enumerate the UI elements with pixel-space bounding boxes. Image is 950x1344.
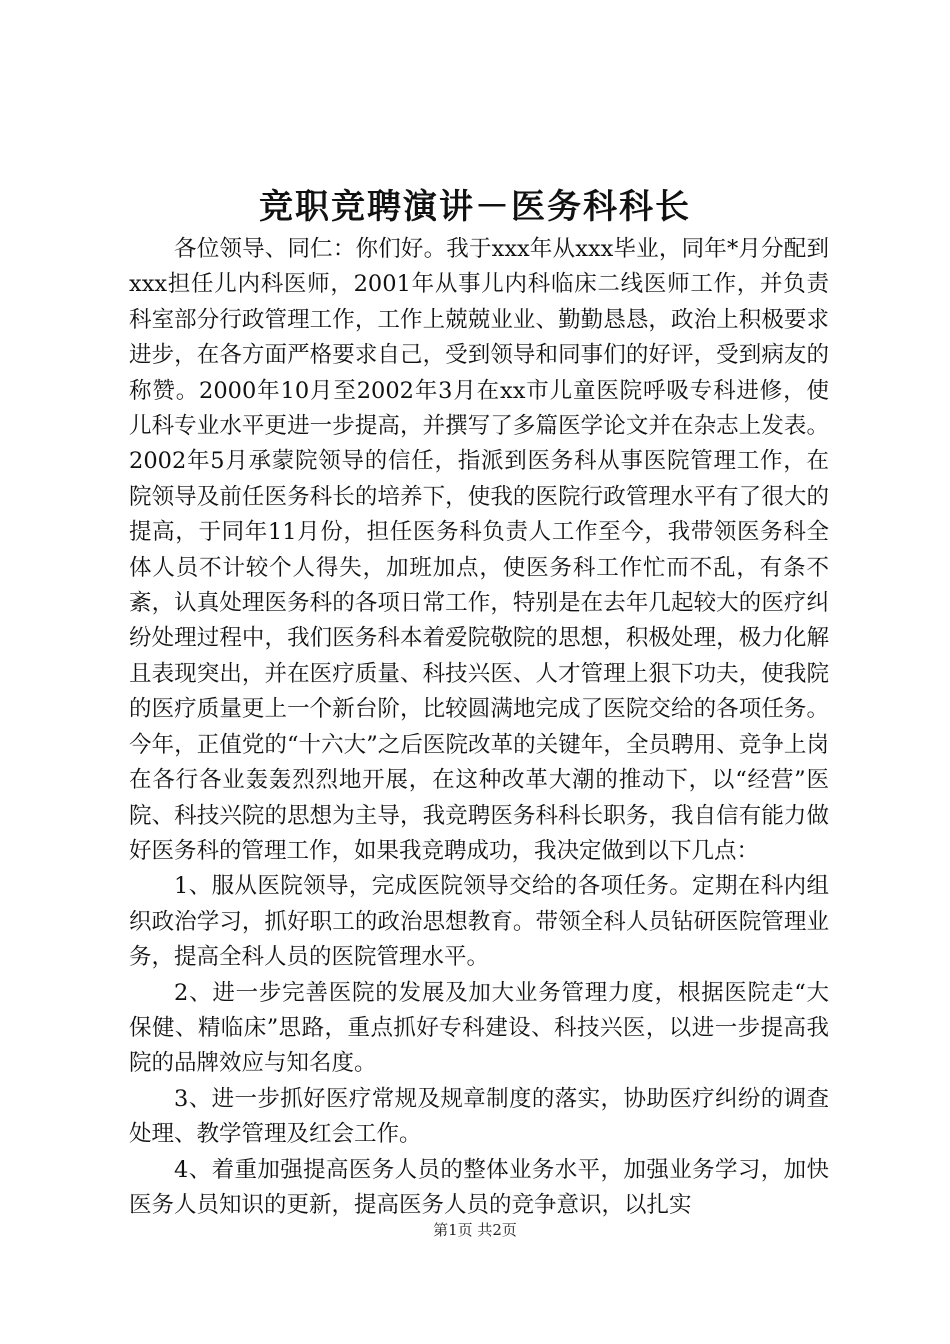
point-3-paragraph: 3、进一步抓好医疗常规及规章制度的落实，协助医疗纠纷的调查处理、教学管理及红会工作。: [129, 1085, 829, 1148]
document-body: [129, 232, 829, 1223]
point-2-paragraph: 2、进一步完善医院的发展及加大业务管理力度，根据医院走“大保健、精临床”思路，重点抓好专科建设、科技兴医，以进一步提高我院的品牌效应与知名度。: [129, 979, 829, 1077]
page-number-footer: 第1页 共2页: [433, 1221, 517, 1239]
point-1-paragraph: 1、服从医院领导，完成医院领导交给的各项任务。定期在科内组织政治学习，抓好职工的政治思想教育。带领全科人员钻研医院管理业务，提高全科人员的医院管理水平。: [129, 873, 829, 971]
point-4-paragraph: 4、着重加强提高医务人员的整体业务水平，加强业务学习，加快医务人员知识的更新，提高医务人员的竞争意识，以扎实: [129, 1156, 829, 1218]
document-title: 竞职竞聘演讲－医务科科长: [259, 187, 691, 227]
intro-paragraph: 各位领导、同仁：你们好。我于xxx年从xxx毕业，同年*月分配到xxx担任儿内科医师，2001年从事儿内科临床二线医师工作，并负责科室部分行政管理工作，工作上兢兢业业、勤勤恳恳，政治上积极要求进步，在各方面严格要求自己，受到领导和同事们的好评，受到病友的称赞。2000年10月至2002年3月在xx市儿童医院呼吸专科进修，使儿科专业水平更进一步提高，并撰写了多篇医学论文并在杂志上发表。2002年5月承蒙院领导的信任，指派到医务科从事医院管理工作，在院领导及前任医务科长的培养下，使我的医院行政管理水平有了很大的提高，于同年11月份，担任医务科负责人工作至今，我带领医务科全体人员不计较个人得失，加班加点，使医务科工作忙而不乱，有条不紊，认真处理医务科的各项日常工作，特别是在去年几起较大的医疗纠纷处理过程中，我们医务科本着爱院敬院的思想，积极处理，极力化解且表现突出，并在医疗质量、科技兴医、人才管理上狠下功夫，使我院的医疗质量更上一个新台阶，比较圆满地完成了医院交给的各项任务。今年，正值党的“十六大”之后医院改革的关键年，全员聘用、竞争上岗在各行各业轰轰烈烈地开展，在这种改革大潮的推动下，以“经营”医院、科技兴院的思想为主导，我竞聘医务科科长职务，我自信有能力做好医务科的管理工作，如果我竞聘成功，我决定做到以下几点：: [129, 236, 829, 864]
